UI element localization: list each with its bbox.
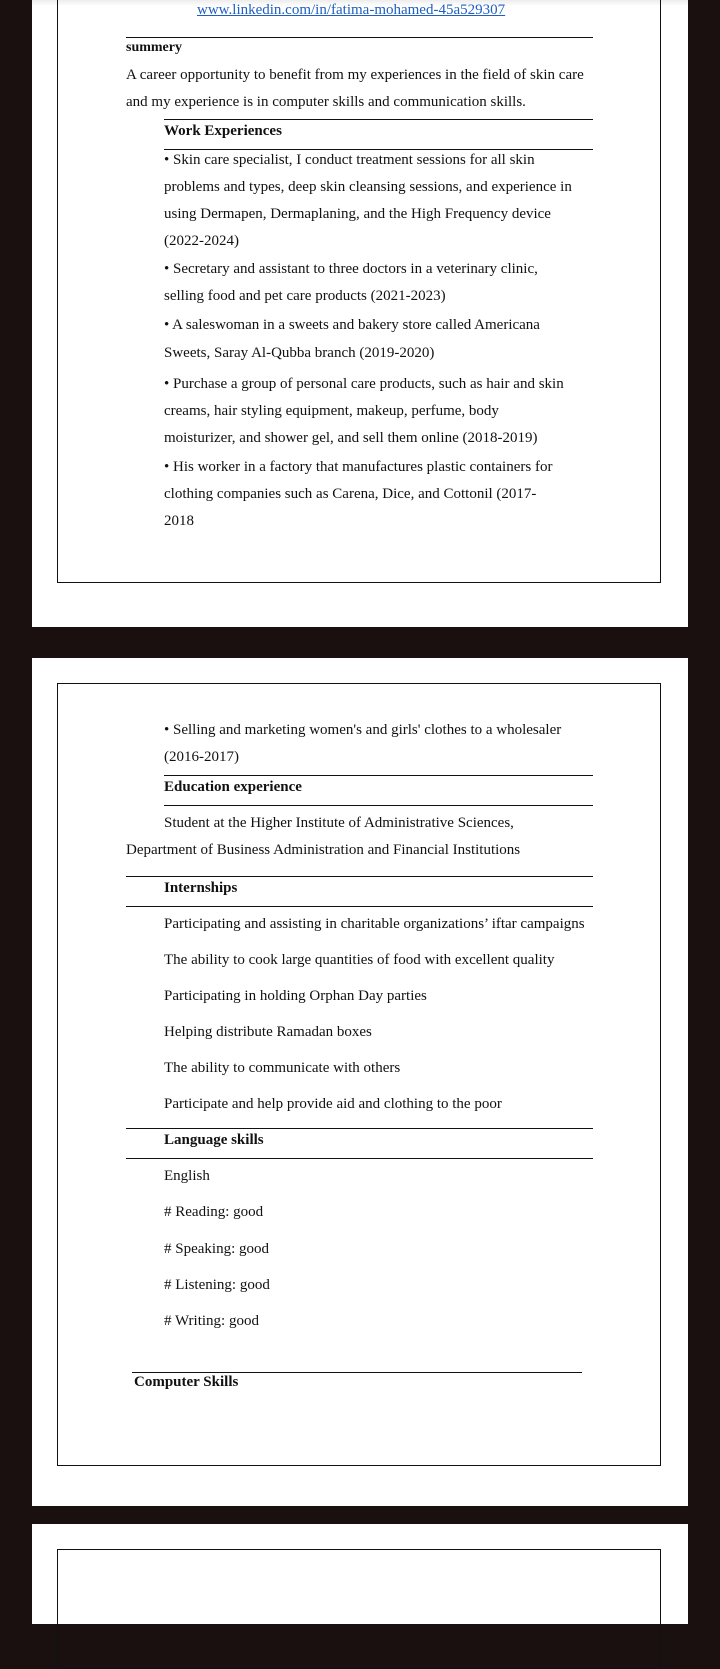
- document-page-2: [32, 658, 688, 1506]
- language-skills-heading: Language skills: [164, 1132, 264, 1148]
- computer-skills-heading: Computer Skills: [134, 1374, 239, 1390]
- document-page-1: [32, 0, 688, 627]
- summary-top-rule: [126, 37, 593, 38]
- linkedin-link[interactable]: www.linkedin.com/in/fatima-mohamed-45a529307: [197, 2, 506, 18]
- education-top-rule: [164, 775, 593, 776]
- internship-item: The ability to cook large quantities of food with excellent quality: [164, 952, 555, 968]
- work-line: • Purchase a group of personal care products, such as hair and skin: [164, 376, 564, 392]
- work-line: Sweets, Saray Al-Qubba branch (2019-2020): [164, 345, 435, 361]
- internship-item: The ability to communicate with others: [164, 1060, 401, 1076]
- work-line: • A saleswoman in a sweets and bakery store called Americana: [164, 317, 540, 333]
- language-item: # Writing: good: [164, 1313, 259, 1329]
- internships-bottom-rule: [126, 906, 593, 907]
- work-line: • Skin care specialist, I conduct treatment sessions for all skin: [164, 152, 535, 168]
- work-line: (2016-2017): [164, 749, 239, 765]
- education-line: Department of Business Administration and Financial Institutions: [126, 842, 521, 858]
- work-line: creams, hair styling equipment, makeup, perfume, body: [164, 403, 499, 419]
- language-item: # Listening: good: [164, 1277, 270, 1293]
- work-line: 2018: [164, 513, 194, 529]
- language-bottom-rule: [126, 1158, 593, 1159]
- education-heading: Education experience: [164, 779, 302, 795]
- language-item: # Speaking: good: [164, 1241, 269, 1257]
- internship-item: Helping distribute Ramadan boxes: [164, 1024, 372, 1040]
- education-bottom-rule: [164, 805, 593, 806]
- internships-top-rule: [126, 876, 593, 877]
- work-experiences-heading: Work Experiences: [164, 123, 282, 139]
- work-top-rule: [164, 119, 593, 120]
- page-border-frame: [57, 1549, 661, 1669]
- internships-heading: Internships: [164, 880, 238, 896]
- work-line: using Dermapen, Dermaplaning, and the High Frequency device: [164, 206, 551, 222]
- work-line: clothing companies such as Carena, Dice, and Cottonil (2017-: [164, 486, 537, 502]
- work-line: • Secretary and assistant to three doctors in a veterinary clinic,: [164, 261, 538, 277]
- work-line: selling food and pet care products (2021-2023): [164, 288, 446, 304]
- language-top-rule: [126, 1128, 593, 1129]
- internship-item: Participating in holding Orphan Day parties: [164, 988, 427, 1004]
- work-line: • Selling and marketing women's and girls' clothes to a wholesaler: [164, 722, 562, 738]
- work-line: problems and types, deep skin cleansing sessions, and experience in: [164, 179, 572, 195]
- work-line: • His worker in a factory that manufactures plastic containers for: [164, 459, 553, 475]
- computer-skills-top-rule: [132, 1372, 582, 1373]
- internship-item: Participate and help provide aid and clothing to the poor: [164, 1096, 502, 1112]
- work-line: (2022-2024): [164, 233, 239, 249]
- summary-heading: summery: [126, 40, 182, 55]
- internship-item: Participating and assisting in charitable organizations’ iftar campaigns: [164, 916, 585, 932]
- work-line: moisturizer, and shower gel, and sell them online (2018-2019): [164, 430, 538, 446]
- summary-line: A career opportunity to benefit from my experiences in the field of skin care: [126, 67, 584, 83]
- education-line: Student at the Higher Institute of Administrative Sciences,: [164, 815, 514, 831]
- language-item: # Reading: good: [164, 1204, 264, 1220]
- summary-line: and my experience is in computer skills and communication skills.: [126, 94, 526, 110]
- language-item: English: [164, 1168, 210, 1184]
- document-page-3: [32, 1524, 688, 1624]
